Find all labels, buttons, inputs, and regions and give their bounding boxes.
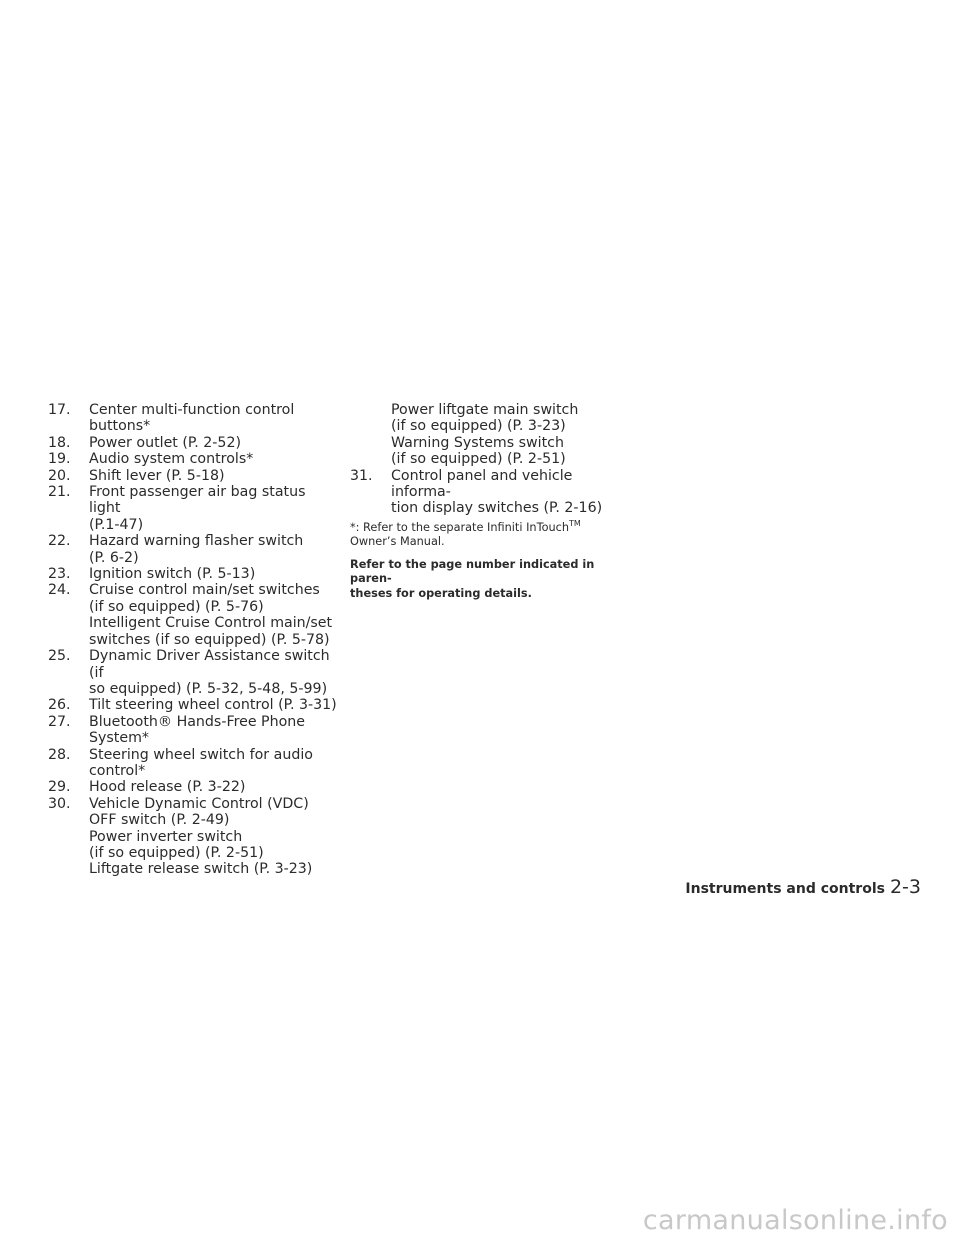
item-text-line: OFF switch (P. 2-49)	[89, 812, 230, 829]
item-number: 21.	[48, 484, 71, 501]
item-text-line: buttons*	[89, 418, 151, 435]
item-number: 17.	[48, 402, 71, 418]
item-text-line: control*	[89, 762, 146, 779]
item-text-line: (if so equipped) (P. 3-23)	[391, 418, 566, 435]
item-text-line: Power inverter switch	[89, 828, 243, 845]
item-list-left	[48, 402, 338, 878]
item-text-line: System*	[89, 730, 149, 747]
item-text-line: Dynamic Driver Assistance switch (if	[89, 648, 330, 681]
item-number: 29.	[48, 779, 71, 796]
list-item	[48, 566, 338, 582]
refer-note-line2: theses for operating details.	[350, 586, 532, 600]
refer-note-line1: Refer to the page number indicated in paren-	[350, 557, 595, 586]
item-number: 20.	[48, 467, 71, 484]
list-item	[48, 484, 338, 533]
item-text-line: (if so equipped) (P. 2-51)	[89, 844, 264, 861]
footnote	[350, 518, 615, 550]
watermark: carmanualsonline.info	[642, 1205, 948, 1236]
item-text-line: Hood release (P. 3-22)	[89, 779, 246, 796]
item-text-line: (P.1-47)	[89, 516, 144, 533]
list-item	[48, 533, 338, 566]
item-text-line: (if so equipped) (P. 5-76)	[89, 598, 264, 615]
list-item	[48, 582, 338, 648]
item-text-line: Front passenger air bag status light	[89, 484, 306, 517]
item-text-line: Intelligent Cruise Control main/set	[89, 615, 333, 632]
right-column	[350, 402, 615, 601]
item-text-line: tion display switches (P. 2-16)	[391, 500, 603, 517]
item-number: 25.	[48, 648, 71, 665]
section-name: Instruments and controls	[685, 881, 885, 897]
item-30-continuation	[350, 402, 615, 468]
item-text-line: Power outlet (P. 2-52)	[89, 434, 242, 451]
refer-note	[350, 558, 615, 602]
item-text-line: Control panel and vehicle informa-	[391, 467, 573, 501]
list-item	[48, 468, 338, 484]
item-number: 18.	[48, 434, 71, 451]
item-text-line: (if so equipped) (P. 2-51)	[391, 451, 566, 468]
item-text-line: Hazard warning flasher switch	[89, 533, 304, 550]
item-text-line: Power liftgate main switch	[391, 402, 579, 418]
list-item	[48, 747, 338, 780]
item-number: 24.	[48, 582, 71, 599]
item-text-line: Steering wheel switch for audio	[89, 746, 313, 763]
list-item	[48, 451, 338, 467]
list-item	[48, 714, 338, 747]
item-text-line: Vehicle Dynamic Control (VDC)	[89, 795, 309, 812]
list-item	[48, 402, 338, 435]
item-text-line: Bluetooth® Hands-Free Phone	[89, 713, 306, 730]
item-number: 26.	[48, 697, 71, 714]
item-text-line: Liftgate release switch (P. 3-23)	[89, 861, 313, 878]
page-footer	[685, 876, 921, 898]
item-list-right	[350, 468, 615, 517]
list-item	[48, 779, 338, 795]
footnote-text: *: Refer to the separate Infiniti InTouch	[350, 520, 570, 534]
item-text-line: Audio system controls*	[89, 451, 254, 468]
item-number: 30.	[48, 795, 71, 812]
footnote-trademark: TM	[569, 518, 581, 528]
item-number: 27.	[48, 713, 71, 730]
item-text-line: so equipped) (P. 5-32, 5-48, 5-99)	[89, 680, 328, 697]
list-item	[48, 648, 338, 697]
left-column	[48, 402, 338, 878]
item-number: 31.	[350, 467, 373, 484]
item-number: 28.	[48, 746, 71, 763]
item-text-line: switches (if so equipped) (P. 5-78)	[89, 631, 330, 648]
footnote-line2: Owner’s Manual.	[350, 535, 445, 549]
item-text-line: (P. 6-2)	[89, 549, 139, 566]
item-text-line: Center multi-function control	[89, 402, 295, 418]
list-item	[48, 697, 338, 713]
list-item	[350, 468, 615, 517]
page-number: 2-3	[889, 876, 921, 898]
item-number: 23.	[48, 566, 71, 583]
item-text-line: Warning Systems switch	[391, 434, 564, 451]
item-text-line: Shift lever (P. 5-18)	[89, 467, 225, 484]
item-number: 22.	[48, 533, 71, 550]
item-text-line: Tilt steering wheel control (P. 3-31)	[89, 697, 337, 714]
item-text-line: Ignition switch (P. 5-13)	[89, 566, 256, 583]
list-item	[48, 796, 338, 878]
list-item	[48, 435, 338, 451]
item-text-line: Cruise control main/set switches	[89, 582, 320, 599]
item-number: 19.	[48, 451, 71, 468]
